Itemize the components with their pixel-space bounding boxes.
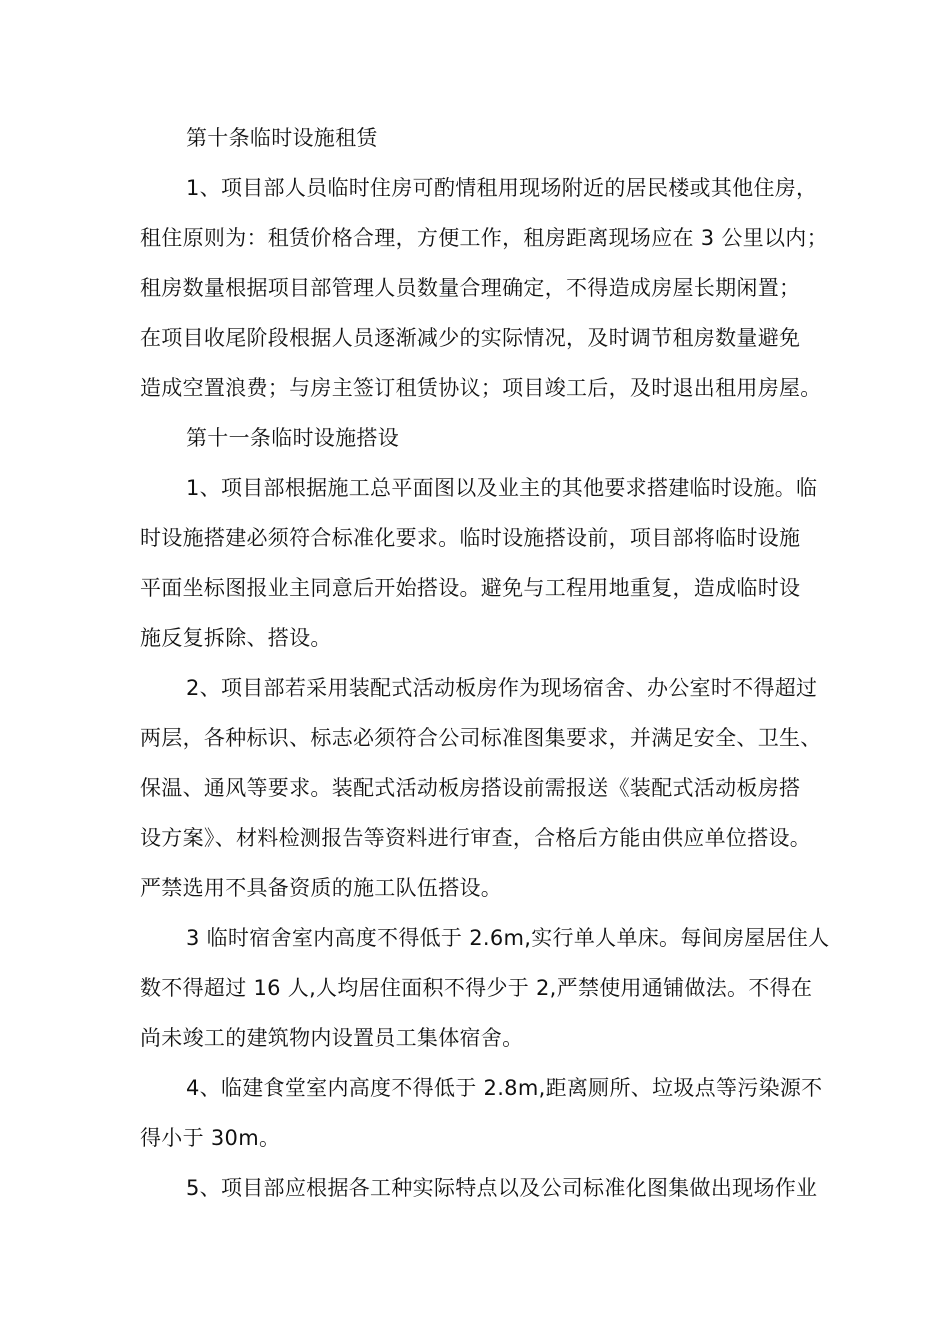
heading-article-11: 第十一条临时设施搭设 (186, 426, 399, 450)
paragraph-line: 设方案》、材料检测报告等资料进行审查，合格后方能由供应单位搭设。 (140, 826, 812, 850)
paragraph-line: 在项目收尾阶段根据人员逐渐减少的实际情况，及时调节租房数量避免 (140, 326, 801, 350)
paragraph-line: 租房数量根据项目部管理人员数量合理确定，不得造成房屋长期闲置； (140, 276, 801, 300)
paragraph-line: 保温、通风等要求。装配式活动板房搭设前需报送《装配式活动板房搭 (140, 776, 801, 800)
paragraph-line: 数不得超过 16 人,人均居住面积不得少于 2,严禁使用通铺做法。不得在 (140, 976, 813, 1000)
paragraph-line: 4、临建食堂室内高度不得低于 2.8m,距离厕所、垃圾点等污染源不 (186, 1076, 823, 1100)
paragraph-line: 平面坐标图报业主同意后开始搭设。避免与工程用地重复，造成临时设 (140, 576, 801, 600)
paragraph-line: 5、项目部应根据各工种实际特点以及公司标准化图集做出现场作业 (186, 1176, 818, 1200)
paragraph-line: 造成空置浪费；与房主签订租赁协议；项目竣工后，及时退出租用房屋。 (140, 376, 822, 400)
heading-article-10: 第十条临时设施租赁 (186, 126, 378, 150)
paragraph-line: 施反复拆除、搭设。 (140, 626, 332, 650)
paragraph-line: 严禁选用不具备资质的施工队伍搭设。 (140, 876, 503, 900)
paragraph-line: 1、项目部根据施工总平面图以及业主的其他要求搭建临时设施。临 (186, 476, 818, 500)
paragraph-line: 得小于 30m。 (140, 1126, 281, 1150)
paragraph-line: 1、项目部人员临时住房可酌情租用现场附近的居民楼或其他住房， (186, 176, 818, 200)
paragraph-line: 两层，各种标识、标志必须符合公司标准图集要求，并满足安全、卫生、 (140, 726, 822, 750)
paragraph-line: 2、项目部若采用装配式活动板房作为现场宿舍、办公室时不得超过 (186, 676, 818, 700)
paragraph-line: 时设施搭建必须符合标准化要求。临时设施搭设前，项目部将临时设施 (140, 526, 801, 550)
paragraph-line: 尚未竣工的建筑物内设置员工集体宿舍。 (140, 1026, 524, 1050)
paragraph-line: 3 临时宿舍室内高度不得低于 2.6m,实行单人单床。每间房屋居住人 (186, 926, 830, 950)
paragraph-line: 租住原则为：租赁价格合理，方便工作，租房距离现场应在 3 公里以内； (140, 226, 828, 250)
